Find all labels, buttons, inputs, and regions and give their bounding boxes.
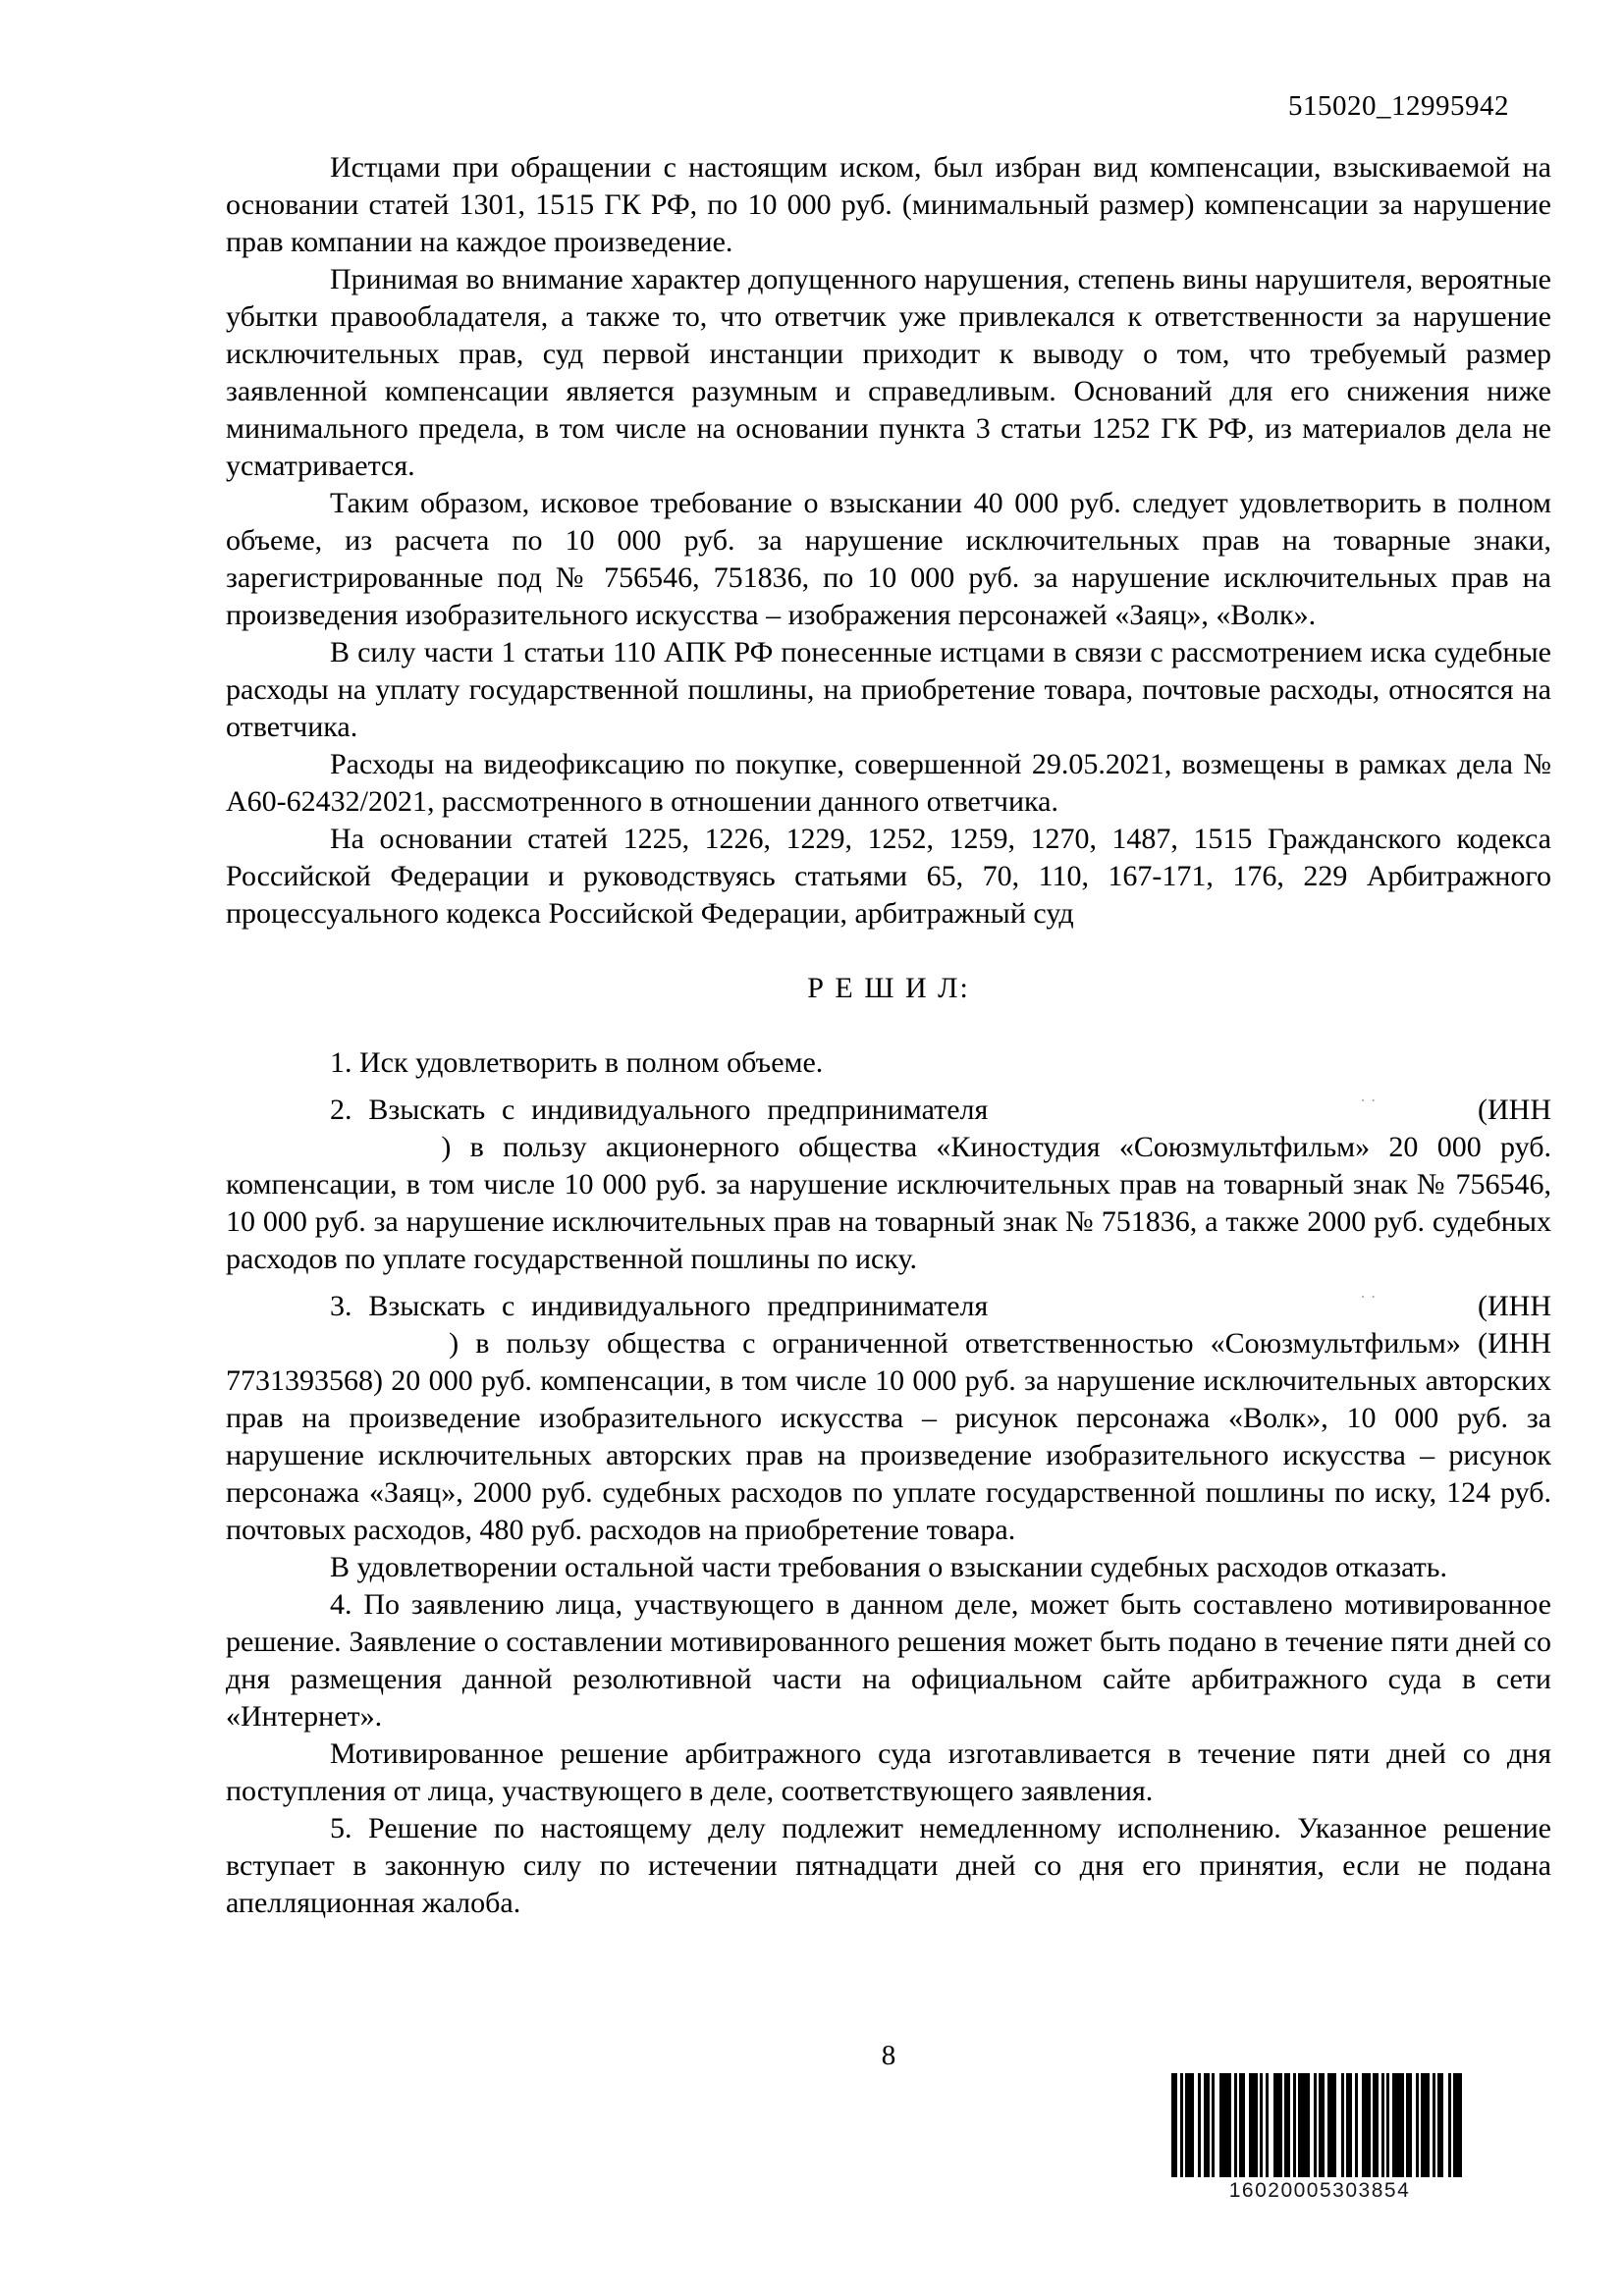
redaction-gap — [226, 1150, 422, 1156]
redaction-gap: · · — [1360, 1287, 1377, 1307]
paragraph: Расходы на видеофиксацию по покупке, совершенной 29.05.2021, возмещены в рамках дела № А60-62432/2021, рассмотренного в отношении данного ответчика. — [226, 748, 1551, 818]
redaction-gap: · · — [1360, 1091, 1377, 1110]
paragraph: Таким образом, исковое требование о взыскании 40 000 руб. следует удовлетворить в полном объеме, из расчета по 10 000 руб. за нарушение исключительных прав на товарные знаки, зарегистрированные под № 756546, 751836, по 10 000 руб. за нарушение исключительных прав на произведения изобразительного искусства – изображения персонажей «Заяц», «Волк». — [226, 487, 1551, 631]
paragraph: Мотивированное решение арбитражного суда изготавливается в течение пяти дней со дня поступления от лица, участвующего в деле, соответствующего заявления. — [226, 1737, 1551, 1807]
barcode-number: 16020005303854 — [1228, 2179, 1411, 2202]
paragraph: Принимая во внимание характер допущенного нарушения, степень вины нарушителя, вероятные убытки правообладателя, а также то, что ответчик уже привлекался к ответственности за нарушение исключительных прав, суд первой инстанции приходит к выводу о том, что требуемый размер заявленной компенсации является разумным и справедливым. Оснований для его снижения ниже минимального предела, в том числе на основании пункта 3 статьи 1252 ГК РФ, из материалов дела не усматривается. — [226, 263, 1551, 482]
paragraph: 1. Иск удовлетворить в полном объеме. — [330, 1046, 824, 1079]
paragraph: В силу части 1 статьи 110 АПК РФ понесенные истцами в связи с рассмотрением иска судебные расходы на уплату государственной пошлины, на приобретение товара, почтовые расходы, относятся на ответчика. — [226, 636, 1551, 743]
paragraph: 2. Взыскать с индивидуального предпринимателя · · (ИНН ) в пользу акционерного общества «Киностудия «Союзмультфильм» 20 000 руб. компенсации, в том числе 10 000 руб. за нарушение исключительных прав на товарный знак № 756546, 10 000 руб. за нарушение исключительных прав на товарный знак № 751836, а также 2000 руб. судебных расходов по уплате государственной пошлины по иску. — [226, 1082, 1551, 1278]
barcode — [1171, 2073, 1468, 2203]
resolution-heading: Р Е Ш И Л: — [807, 972, 970, 1004]
paragraph: Истцами при обращении с настоящим иском, был избран вид компенсации, взыскиваемой на основании статей 1301, 1515 ГК РФ, по 10 000 руб. (минимальный размер) компенсации за нарушение прав компании на каждое произведение. — [226, 151, 1551, 258]
paragraph: 3. Взыскать с индивидуального предпринимателя · · (ИНН ) в пользу общества с ограниченной ответственностью «Союзмультфильм» (ИНН 7731393568) 20 000 руб. компенсации, в том числе 10 000 руб. за нарушение исключительных авторских прав на произведение изобразительного искусства – рисунок персонажа «Волк», 10 000 руб. за нарушение исключительных авторских прав на произведение изобразительного искусства – рисунок персонажа «Заяц», 2000 руб. судебных расходов по уплате государственной пошлины по иску, 124 руб. почтовых расходов, 480 руб. расходов на приобретение товара. — [226, 1278, 1551, 1549]
barcode-bars-icon — [1171, 2073, 1468, 2177]
paragraph: 5. Решение по настоящему делу подлежит немедленному исполнению. Указанное решение вступает в законную силу по истечении пятнадцати дней со дня его принятия, если не подана апелляционная жалоба. — [226, 1812, 1551, 1919]
paragraph: 4. По заявлению лица, участвующего в данном деле, может быть составлено мотивированное решение. Заявление о составлении мотивированного решения может быть подано в течение пяти дней со дня размещения данной резолютивной части на официальном сайте арбитражного суда в сети «Интернет». — [226, 1588, 1551, 1733]
document-reference-number: 515020_12995942 — [1288, 90, 1509, 122]
document-body — [226, 149, 1551, 1922]
page-number: 8 — [881, 2040, 896, 2071]
redaction-gap — [226, 1347, 432, 1353]
paragraph: В удовлетворении остальной части требования о взыскании судебных расходов отказать. — [330, 1551, 1447, 1583]
paragraph: На основании статей 1225, 1226, 1229, 1252, 1259, 1270, 1487, 1515 Гражданского кодекса Российской Федерации и руководствуясь статьями 65, 70, 110, 167-171, 176, 229 Арбитражного процессуального кодекса Российской Федерации, арбитражный суд — [226, 823, 1551, 930]
